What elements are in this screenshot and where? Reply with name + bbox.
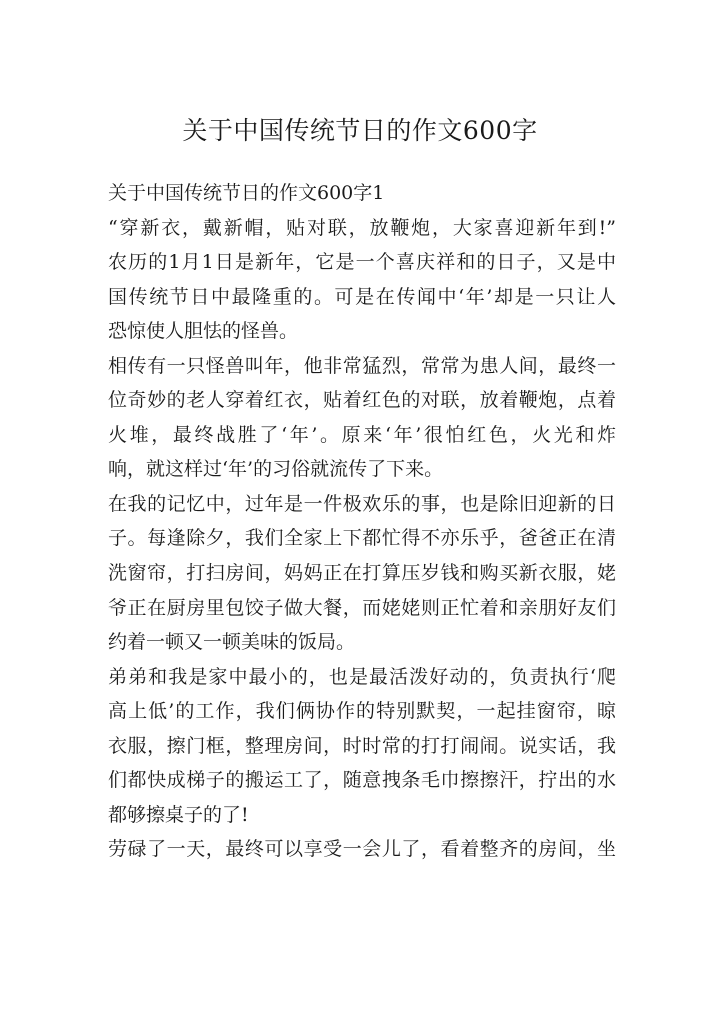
paragraph-line: 们都快成梯子的搬运工了，随意拽条毛巾擦擦汗，拧出的水 — [108, 769, 616, 792]
paragraph-line: 约着一顿又一顿美味的饭局。 — [108, 631, 356, 654]
paragraph-line: 位奇妙的老人穿着红衣，贴着红色的对联，放着鞭炮，点着 — [108, 389, 616, 412]
paragraph-line: 弟弟和我是家中最小的，也是最活泼好动的，负责执行‘爬 — [108, 665, 616, 688]
paragraph-line: 农历的1月1日是新年，它是一个喜庆祥和的日子，又是中 — [108, 251, 616, 274]
paragraph-line: 国传统节日中最隆重的。可是在传闻中‘年’却是一只让人 — [108, 285, 616, 308]
paragraph-line: 都够擦桌子的了! — [108, 803, 249, 826]
paragraph-line: 爷正在厨房里包饺子做大餐，而姥姥则正忙着和亲朋好友们 — [108, 596, 616, 619]
paragraph-line: 恐惊使人胆怯的怪兽。 — [108, 320, 299, 343]
paragraph-line: “穿新衣，戴新帽，贴对联，放鞭炮，大家喜迎新年到!” — [108, 216, 616, 239]
paragraph-line: 在我的记忆中，过年是一件极欢乐的事，也是除旧迎新的日 — [108, 492, 616, 515]
paragraph-line: 响，就这样过‘年’的习俗就流传了下来。 — [108, 458, 444, 481]
paragraph-line: 相传有一只怪兽叫年，他非常猛烈，常常为患人间，最终一 — [108, 354, 616, 377]
paragraph-line: 洗窗帘，打扫房间，妈妈正在打算压岁钱和购买新衣服，姥 — [108, 562, 616, 585]
paragraph-line: 高上低’的工作，我们俩协作的特别默契，一起挂窗帘，晾 — [108, 700, 616, 723]
paragraph-line: 子。每逢除夕，我们全家上下都忙得不亦乐乎，爸爸正在清 — [108, 527, 616, 550]
document-title: 关于中国传统节日的作文600字 — [182, 116, 538, 145]
paragraph-line: 劳碌了一天，最终可以享受一会儿了，看着整齐的房间，坐 — [108, 838, 616, 861]
paragraph-line: 衣服，擦门框，整理房间，时时常的打打闹闹。说实话，我 — [108, 734, 616, 757]
paragraph-line: 火堆，最终战胜了‘年’。原来‘年’很怕红色，火光和炸 — [108, 423, 616, 446]
subtitle-line: 关于中国传统节日的作文600字1 — [108, 182, 385, 204]
document-body — [108, 176, 616, 867]
